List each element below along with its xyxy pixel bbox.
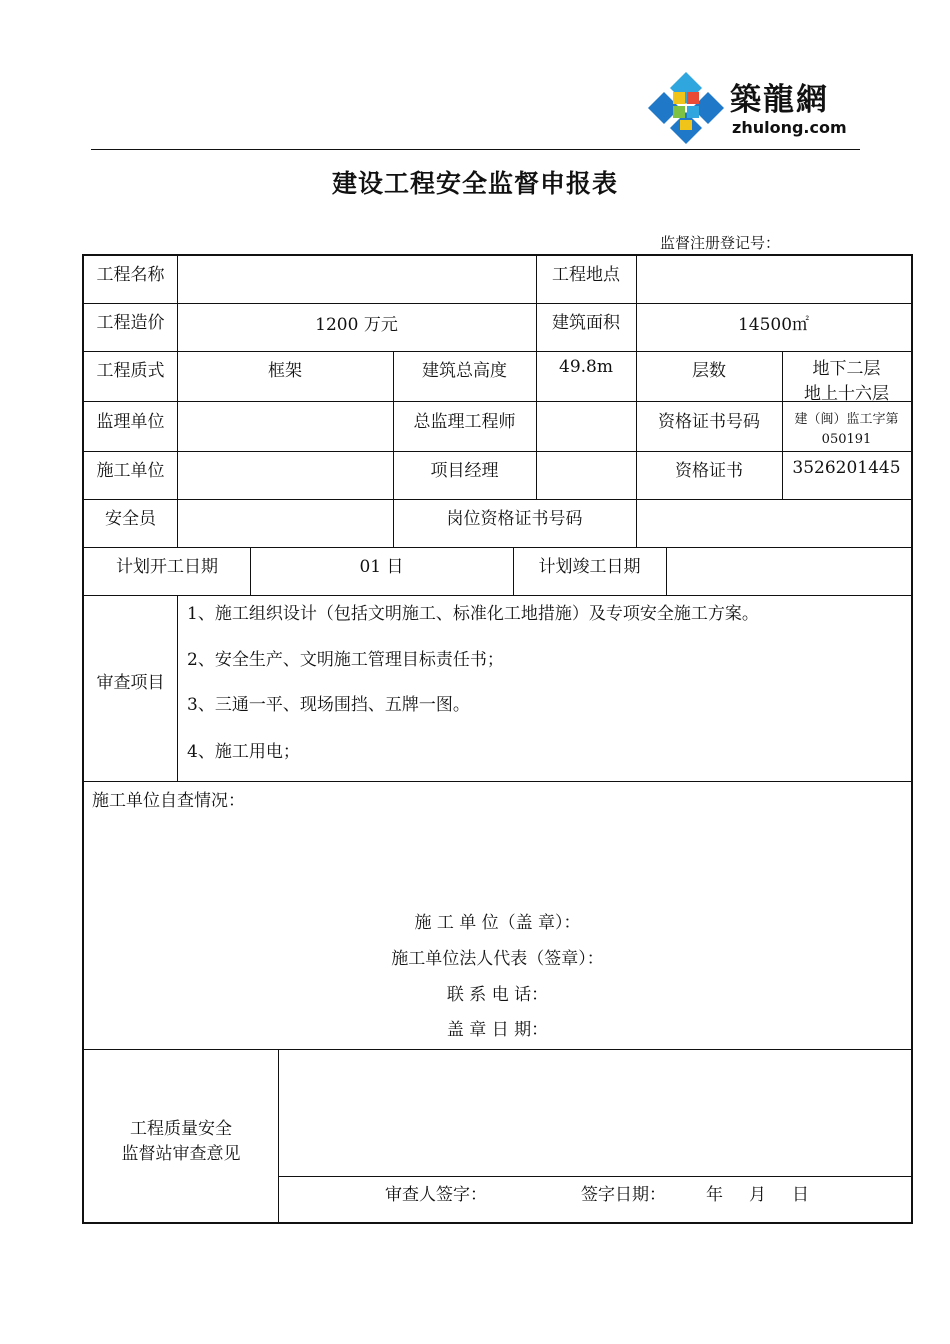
row-divider <box>84 451 911 452</box>
floors-label: 层数 <box>692 361 726 381</box>
row-divider <box>84 595 911 596</box>
height-value[interactable]: 49.8m <box>559 357 613 377</box>
cert-number-line2[interactable]: 050191 <box>821 432 872 447</box>
project-manager-label: 项目经理 <box>430 461 499 481</box>
planned-start-label: 计划开工日期 <box>116 557 218 577</box>
review-item: 4、施工用电； <box>187 742 300 762</box>
station-label-line2: 监督站审查意见 <box>121 1144 241 1164</box>
logo-square-blue <box>687 106 699 118</box>
seal-date-label: 盖 章 日 期： <box>446 1020 549 1040</box>
row-divider <box>84 303 911 304</box>
contact-phone-label: 联 系 电 话： <box>446 985 549 1005</box>
col-divider <box>177 595 178 781</box>
col-divider <box>177 256 178 547</box>
floors-value-line1[interactable]: 地下二层 <box>812 359 881 379</box>
cube-logo-icon <box>646 70 726 146</box>
floors-value-line2[interactable]: 地上十六层 <box>804 384 889 404</box>
signature-date-label: 签字日期： <box>581 1185 666 1205</box>
page-title: 建设工程安全监督申报表 <box>331 169 618 198</box>
location-label: 工程地点 <box>552 265 620 285</box>
review-item: 1、施工组织设计（包括文明施工、标准化工地措施）及专项安全施工方案。 <box>187 604 759 624</box>
review-item: 3、三通一平、现场围挡、五牌一图。 <box>187 695 470 715</box>
post-cert-label: 岗位资格证书号码 <box>446 509 583 529</box>
registration-number-label: 监督注册登记号： <box>660 234 781 252</box>
area-value[interactable]: 14500㎡ <box>737 315 810 335</box>
review-items-label: 审查项目 <box>96 673 165 693</box>
row-divider <box>84 499 911 500</box>
legal-representative-label: 施工单位法人代表（签章）： <box>391 949 604 969</box>
height-label: 建筑总高度 <box>422 361 507 381</box>
logo-square-yellow-bottom <box>680 120 692 130</box>
contractor-seal-label: 施 工 单 位（盖 章）： <box>414 913 581 933</box>
row-divider <box>84 781 911 782</box>
contractor-label: 施工单位 <box>96 461 165 481</box>
qualification-cert-value[interactable]: 3526201445 <box>792 458 901 478</box>
logo-chinese-name: 築龍網 <box>730 82 829 118</box>
month-label: 月 <box>749 1185 766 1205</box>
row-divider <box>84 547 911 548</box>
cost-value[interactable]: 1200 万元 <box>315 315 398 335</box>
supervisor-unit-label: 监理单位 <box>96 412 165 432</box>
col-divider <box>636 256 637 547</box>
self-check-label: 施工单位自查情况： <box>92 791 245 811</box>
chief-engineer-label: 总监理工程师 <box>413 412 516 432</box>
col-divider <box>278 1049 279 1224</box>
row-divider <box>84 1049 911 1050</box>
logo-square-green <box>673 106 685 118</box>
cost-label: 工程造价 <box>96 313 165 333</box>
logo-square-yellow <box>673 92 685 104</box>
reviewer-signature-label: 审查人签字： <box>385 1185 487 1205</box>
area-label: 建筑面积 <box>552 313 620 333</box>
header-rule <box>91 149 860 150</box>
col-divider <box>536 256 537 499</box>
review-item: 2、安全生产、文明施工管理目标责任书； <box>187 650 504 670</box>
qualification-cert-label: 资格证书 <box>675 461 743 481</box>
col-divider <box>666 547 667 595</box>
safety-officer-label: 安全员 <box>105 509 156 529</box>
planned-completion-label: 计划竣工日期 <box>538 557 641 577</box>
year-label: 年 <box>706 1185 723 1205</box>
planned-start-value[interactable]: 01 日 <box>359 557 404 577</box>
project-name-label: 工程名称 <box>96 265 165 285</box>
station-label-line1: 工程质量安全 <box>130 1119 232 1139</box>
row-divider <box>84 351 911 352</box>
cert-number-label: 资格证书号码 <box>658 412 760 432</box>
cert-number-line1[interactable]: 建（闽）监工字第 <box>794 412 899 427</box>
structure-value[interactable]: 框架 <box>268 361 302 381</box>
structure-label: 工程质式 <box>96 361 165 381</box>
logo-domain: zhulong.com <box>732 118 847 137</box>
zhulong-logo <box>646 70 866 146</box>
application-form-table <box>82 254 913 1224</box>
row-divider <box>278 1176 911 1177</box>
day-label: 日 <box>792 1185 809 1205</box>
logo-square-red <box>687 92 699 104</box>
